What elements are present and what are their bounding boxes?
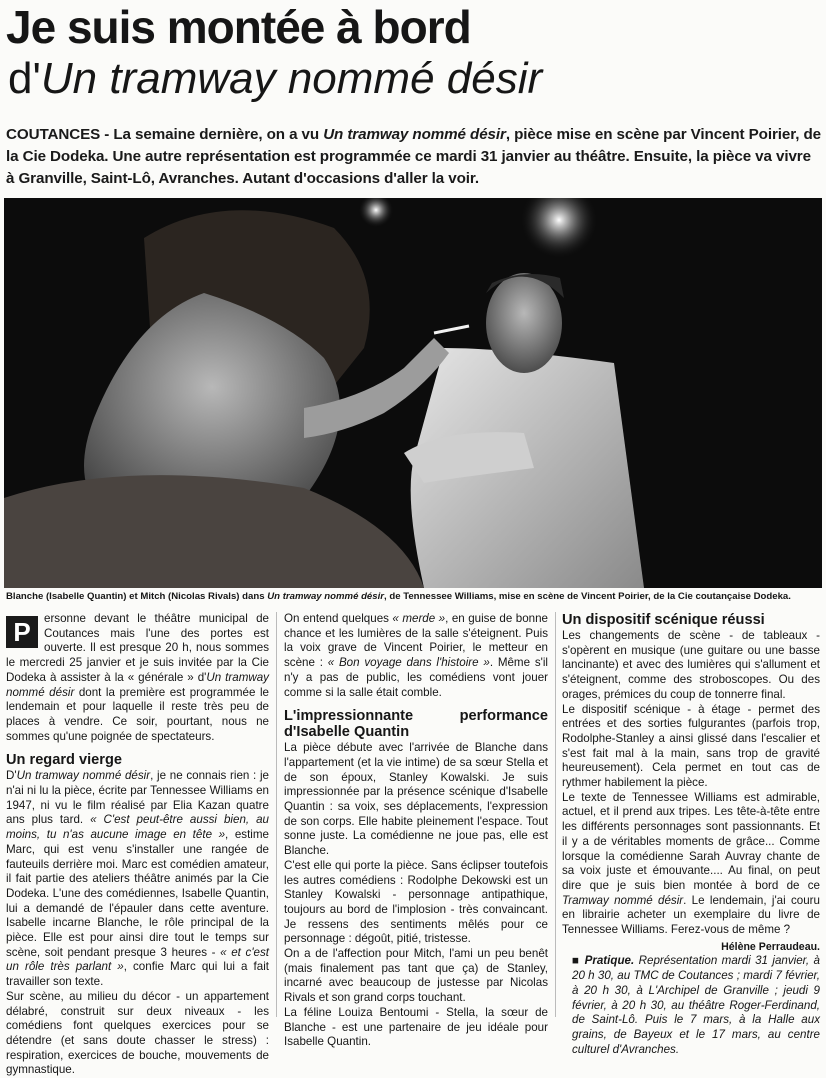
paragraph-text: . Même s'il n'y a pas de public, les comédiens vont jouer comme si la salle était comble. <box>284 656 548 699</box>
lede-text-2: , pièce mise en scène par Vincent Poirier, de la Cie Dodeka. Une autre représentation est programmée ce mardi 31 janvier au théâtre. Ensuite, la pièce va vivre à Granville, Saint-Lô, Avranches. Autant d'occasions d'aller la voir. <box>6 126 821 187</box>
paragraph: La féline Louiza Bentoumi - Stella, la sœur de Blanche - est une partenaire de jeu idéale pour Isabelle Quantin. <box>284 1005 548 1049</box>
quote: « C'est peut-être aussi bien, au moins, tu n'as aucune image en tête » <box>6 813 269 842</box>
drop-cap: P <box>6 616 38 648</box>
intro-paragraph <box>6 612 269 744</box>
play-title: Un tramway nommé désir <box>16 769 151 783</box>
paragraph: Le dispositif scénique - à étage - permet des entrées et des sorties fulgurantes (parfois trop, Rodolphe-Stanley a ainsi glissé dans l'escalier et s'est fait mal à la main, sans trop de gravité heureusement). Cela permet en tout cas de rythmer habilement la pièce. <box>562 702 820 790</box>
paragraph <box>284 612 548 700</box>
paragraph: Sur scène, au milieu du décor - un appartement délabré, construit sur deux niveaux - les comédiens font quelques exercices pour se détendre (et sans doute chasser le stress) : respiration, exercices de bouche, mouvements de gymnastique. <box>6 989 269 1077</box>
paragraph <box>6 769 269 990</box>
headline-main: Je suis montée à bord <box>6 1 471 53</box>
caption-play-title: Un tramway nommé désir <box>267 591 384 602</box>
intro-text-end: dont la première est programmée le lendemain et pour laquelle il reste très peu de places à vendre. Ce soir, pourtant, nous ne sommes qu'une poignée de spectateurs. <box>6 685 269 743</box>
lede-text-1: La semaine dernière, on a vu <box>109 126 324 143</box>
intro-play-title: Un tramway nommé désir <box>6 670 269 699</box>
paragraph-text: Le texte de Tennessee Williams est admirable, actuel, et il prend aux tripes. Les tête-à-tête entre les différents personnages sont passionnants. Et il y a de véritables moments de grâce... Comme lorsque la comédienne Sarah Auvray chante de sa voix juste et émouvante.... Au final, on peut dire que je suis bien montée à bord de ce <box>562 790 820 892</box>
man-head <box>486 273 562 373</box>
paragraph: On a de l'affection pour Mitch, l'ami un peu benêt (mais finalement pas tant que ça) de Stanley, incarné avec beaucoup de justesse par Nicolas Rivals et son grand corps touchant. <box>284 947 548 1005</box>
paragraph-text: On entend quelques <box>284 612 393 625</box>
paragraph: La pièce débute avec l'arrivée de Blanche dans l'appartement (et la vie intime) de sa sœur Stella et de son époux, Stanley Kowalski. Je suis impressionnée par la présence scénique d'Isabelle Quantin : sa voix, ses déplacements, l'expression de son corps. Elle habite pleinement l'espace. Tout sonne juste. La comédienne ne joue pas, elle est Blanche. <box>284 741 548 858</box>
paragraph: C'est elle qui porte la pièce. Sans éclipser toutefois les autres comédiens : Rodolphe Dekowski est un Stanley Kowalski - personnage antipathique, toujours au bord de l'implosion - très convaincant. Je ressens des sentiments mêlés pour ce personnage : dégoût, pitié, tristesse. <box>284 858 548 946</box>
caption-text-2: , de Tennessee Williams, mise en scène de Vincent Poirier, de la Cie coutançaise Dodeka. <box>384 591 791 602</box>
column-separator <box>276 612 277 1017</box>
quote: « merde » <box>392 612 446 625</box>
article-column-2 <box>284 612 548 1050</box>
practical-info <box>562 954 820 1057</box>
paragraph-text: , je ne connais rien : je n'ai ni lu la pièce, écrite par Tennessee Williams en 1947, ni vu le film réalisé par Elia Kazan quatre ans plus tard. <box>6 769 269 827</box>
article-column-1 <box>6 612 269 1078</box>
article-column-3 <box>562 612 820 1057</box>
headline-sub-prefix: d' <box>8 54 41 103</box>
quote: « et c'est un rôle très parlant » <box>6 945 270 974</box>
quote: « Bon voyage dans l'histoire » <box>327 656 490 670</box>
subhead-performance: L'impressionnante performance d'Isabelle Quantin <box>284 708 548 741</box>
paragraph-text: D' <box>6 769 17 783</box>
intro-text: ersonne devant le théâtre municipal de Coutances mais l'une des portes est ouverte. Il est presque 20 h, nous sommes le mercredi 25 janvier et je suis invitée par la Cie Dodeka à assister à la « générale » d' <box>6 612 269 684</box>
headline-play-title: Un tramway nommé désir <box>40 54 543 103</box>
practical-label: ■ Pratique. <box>572 954 635 968</box>
play-title: Tramway nommé désir <box>562 893 684 907</box>
paragraph-text: . Le lendemain, j'ai couru en librairie acheter un exemplaire du livre de Tennessee Williams. Ferez-vous de même ? <box>562 893 820 937</box>
caption-text-1: Blanche (Isabelle Quantin) et Mitch (Nicolas Rivals) dans <box>6 591 268 602</box>
stage-photo-illustration <box>4 198 822 588</box>
paragraph-text: , estime Marc, qui est venu s'installer une rangée de fauteuils derrière moi. Marc est comédien amateur, il fait partie des ateliers théâtre animés par la Cie Dodeka. L'une des comédiennes, Isabelle Quantin, lui a demandé de l'épauler dans cette aventure. Isabelle incarne Blanche, le rôle principal de la pièce. Elle est pour ainsi dire tout le temps sur scène, soit pendant presque 3 heures - <box>6 828 269 959</box>
practical-label-text: Pratique. <box>584 954 635 968</box>
headline-sub <box>8 55 542 103</box>
subhead-regard-vierge: Un regard vierge <box>6 752 122 769</box>
paragraph-text: , confie Marc qui lui a fait travailler son texte. <box>6 960 270 989</box>
paragraph-text: , en guise de bonne chance et les lumières de la salle s'éteignent. Puis la voix grave de Vincent Poirier, le metteur en scène : <box>284 612 549 670</box>
column-separator <box>555 612 556 1017</box>
paragraph <box>562 791 820 938</box>
practical-text: Représentation mardi 31 janvier, à 20 h 30, au TMC de Coutances ; mardi 7 février, à 20 h 30, à L'Archipel de Granville ; jeudi 9 février, à 20 h 30, au théâtre Roger-Ferdinand, de Saint-Lô. Puis le 7 mars, à la Halle aux grains, de Bayeux et le 17 mars, au centre culturel d'Avranches. <box>572 954 820 1056</box>
photo-caption <box>6 590 822 604</box>
paragraph: Les changements de scène - de tableaux - s'opèrent en musique (une guitare ou une basse lancinante) et avec des lumières qui s'allument et s'éteignent, comme des stroboscopes. Ou des orages, prémices du coup de tonnerre final. <box>562 629 820 701</box>
lede-play-title: Un tramway nommé désir <box>323 126 506 143</box>
subhead-dispositif: Un dispositif scénique réussi <box>562 612 765 628</box>
lede-dateline: COUTANCES - <box>6 126 110 143</box>
author-signature: Hélène Perraudeau. <box>721 940 820 953</box>
stage-photo <box>4 198 822 588</box>
lede-paragraph <box>6 124 822 190</box>
